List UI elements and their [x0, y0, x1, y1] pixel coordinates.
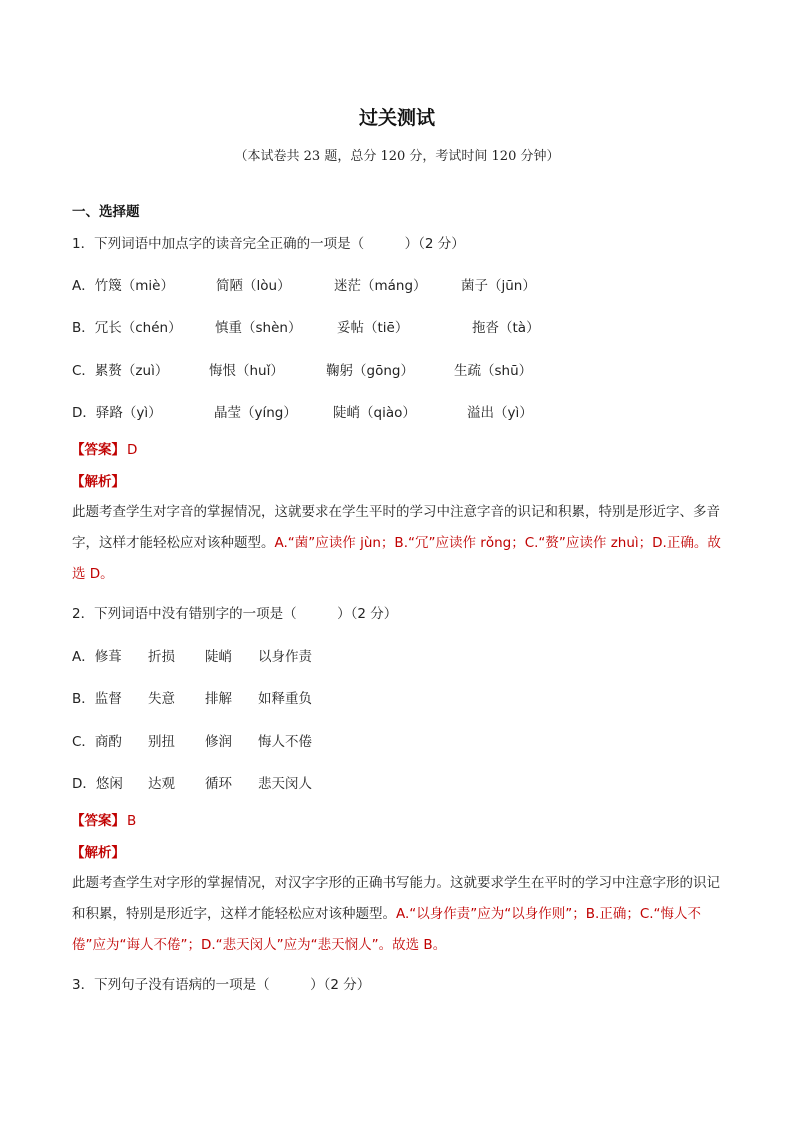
answer-label: 【答案】 [71, 813, 125, 829]
question-2-analysis-label: 【解析】 [71, 845, 125, 861]
analysis-detail: A.“以身作责”应为“以身作则”；B.正确；C.“悔人不倦”应为“诲人不倦”；D.“悲天闵人”应为“悲天悯人”。故选 B。 [72, 906, 702, 953]
option-item: 修润 [205, 734, 232, 750]
option-item: 鞠躬（gōng） [326, 363, 414, 379]
question-1-option-d [72, 401, 732, 423]
analysis-text: 此题考查学生对字音的掌握情况，这就要求在学生平时的学习中注意字音的识记和积累，特别是形近字、多音字，这样才能轻松应对该种题型。 [72, 504, 720, 551]
option-item: 悔恨（huǐ） [209, 363, 284, 379]
option-item: 晶莹（yíng） [214, 405, 297, 421]
question-1-answer [71, 438, 137, 458]
answer-value: B [127, 813, 137, 829]
option-item: 循环 [205, 776, 232, 792]
option-item: 陡峭（qiào） [333, 405, 416, 421]
option-item: 拖沓（tà） [472, 320, 540, 336]
question-2-answer [71, 809, 136, 829]
option-item: 妥帖（tiē） [337, 320, 409, 336]
option-item: 迷茫（máng） [334, 278, 427, 294]
question-1-analysis [72, 497, 724, 590]
option-item: 折损 [148, 649, 175, 665]
section-heading: 一、选择题 [72, 204, 140, 220]
question-1-option-b [72, 316, 732, 338]
question-2-option-b [72, 687, 732, 709]
option-item: 菌子（jūn） [461, 278, 536, 294]
question-3-stem: 3．下列句子没有语病的一项是（ ）（2 分） [72, 977, 371, 993]
option-item: B．监督 [72, 691, 122, 707]
option-item: 别扭 [148, 734, 175, 750]
question-1-option-a [72, 274, 732, 296]
question-2-option-c [72, 730, 732, 752]
question-2-option-a [72, 645, 732, 667]
option-item: B．冗长（chén） [72, 320, 182, 336]
option-item: A．竹篾（miè） [72, 278, 174, 294]
option-item: 如释重负 [258, 691, 312, 707]
question-2-stem: 2．下列词语中没有错别字的一项是（ ）（2 分） [72, 606, 398, 622]
question-2-analysis [72, 868, 724, 961]
option-item: 溢出（yì） [467, 405, 533, 421]
answer-value: D [127, 442, 138, 458]
option-item: D．悠闲 [72, 776, 123, 792]
question-1-stem: 1．下列词语中加点字的读音完全正确的一项是（ ）（2 分） [72, 236, 465, 252]
option-item: C．商酌 [72, 734, 122, 750]
option-item: 陡峭 [205, 649, 232, 665]
option-item: 生疏（shū） [454, 363, 533, 379]
option-item: 悔人不倦 [258, 734, 312, 750]
exam-info: （本试卷共 23 题，总分 120 分，考试时间 120 分钟） [234, 149, 560, 164]
question-1-analysis-label: 【解析】 [71, 474, 125, 490]
answer-label: 【答案】 [71, 442, 125, 458]
option-item: 以身作责 [258, 649, 312, 665]
option-item: 慎重（shèn） [215, 320, 302, 336]
option-item: 简陋（lòu） [216, 278, 291, 294]
option-item: 悲天闵人 [258, 776, 312, 792]
option-item: D．驿路（yì） [72, 405, 162, 421]
analysis-detail: A.“菌”应读作 jùn；B.“冗”应读作 rǒng；C.“赘”应读作 zhuì；D.正确。故选 D。 [72, 535, 721, 582]
page-title: 过关测试 [358, 107, 435, 129]
question-1-option-c [72, 359, 732, 381]
option-item: 排解 [205, 691, 232, 707]
option-item: A．修葺 [72, 649, 122, 665]
analysis-text: 此题考查学生对字形的掌握情况，对汉字字形的正确书写能力。这就要求学生在平时的学习中注意字形的识记和积累，特别是形近字，这样才能轻松应对该种题型。 [72, 875, 720, 922]
option-item: 达观 [148, 776, 175, 792]
question-2-option-d [72, 772, 732, 794]
option-item: C．累赘（zuì） [72, 363, 169, 379]
option-item: 失意 [148, 691, 175, 707]
